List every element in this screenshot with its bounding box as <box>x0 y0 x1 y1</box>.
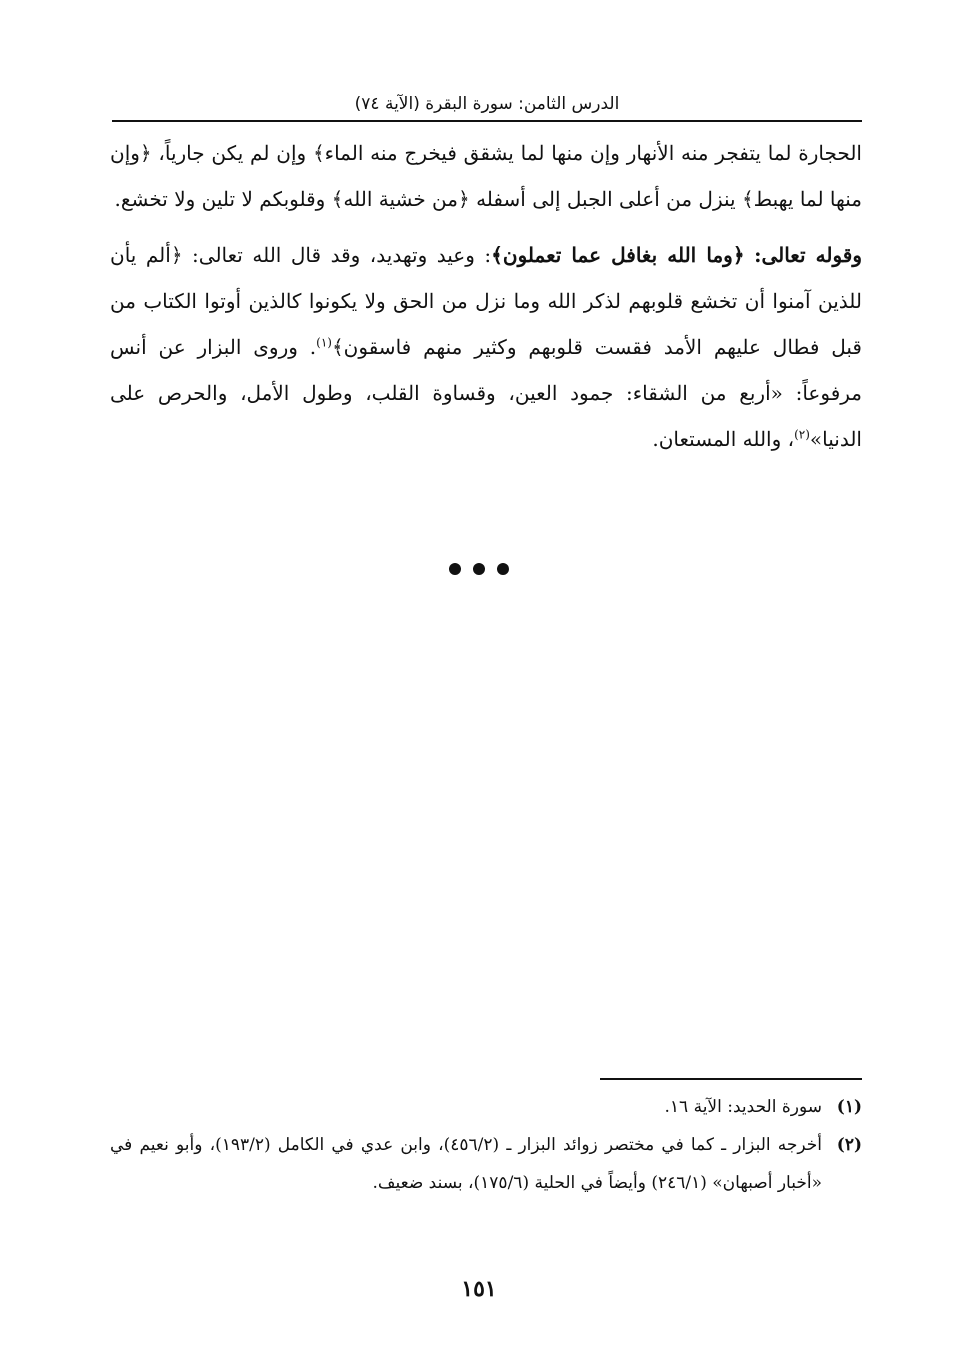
paragraph-2-end: ، والله المستعان. <box>652 427 795 451</box>
footnote-number: (١) <box>836 1097 862 1117</box>
page-number: ١٥١ <box>461 1276 497 1302</box>
footnote-ref-2[interactable]: (٢) <box>794 427 810 442</box>
footnote-item <box>110 1088 862 1126</box>
footnote-divider <box>600 1078 862 1080</box>
separator-dot <box>497 563 509 575</box>
footnote-text: سورة الحديد: الآية ١٦. <box>664 1097 822 1117</box>
running-header: الدرس الثامن: سورة البقرة (الآية ٧٤) <box>354 94 620 114</box>
quran-quote: ﴿وما الله بغافل عما تعملون﴾ <box>491 243 745 267</box>
footnote-item <box>110 1126 862 1202</box>
separator-dot <box>449 563 461 575</box>
footnote-ref-1[interactable]: (١) <box>316 335 332 350</box>
paragraph-1: الحجارة لما يتفجر منه الأنهار وإن منها لما يشقق فيخرج منه الماء﴾ وإن لم يكن جارياً، ﴿وإن منها لما يهبط﴾ ينزل من أعلى الجبل إلى أسفله ﴿من خشية الله﴾ وقلوبكم لا تلين ولا تخشع. <box>110 141 862 211</box>
paragraph-2-text: : وعيد وتهديد، وقد قال الله تعالى: ﴿ألم يأن للذين آمنوا أن تخشع قلوبهم لذكر الله وما نزل من الحق ولا يكونوا كالذين أوتوا الكتاب من قبل فطال عليهم الأمد فقست قلوبهم وكثير منهم فاسقون﴾ <box>110 243 862 359</box>
section-separator <box>0 560 958 579</box>
paragraph-2-text-2: . وروى البزار عن أنس مرفوعاً: «أربع من الشقاء: جمود العين، وقساوة القلب، وطول الأمل، والحرص على الدنيا» <box>110 335 863 451</box>
footnotes <box>110 1088 862 1202</box>
paragraph-2 <box>110 232 862 462</box>
paragraph-2-lead: وقوله تعالى: <box>754 243 863 267</box>
header-divider <box>112 120 862 122</box>
separator-dot <box>473 563 485 575</box>
footnote-number: (٢) <box>836 1135 862 1155</box>
footnote-text: أخرجه البزار ـ كما في مختصر زوائد البزار ـ (٤٥٦/٢)، وابن عدي في الكامل (١٩٣/٢)، وأبو نعيم في «أخبار أصبهان» (٢٤٦/١) وأيضاً في الحلية (١٧٥/٦)، بسند ضعيف. <box>110 1135 823 1193</box>
main-text <box>110 130 862 462</box>
